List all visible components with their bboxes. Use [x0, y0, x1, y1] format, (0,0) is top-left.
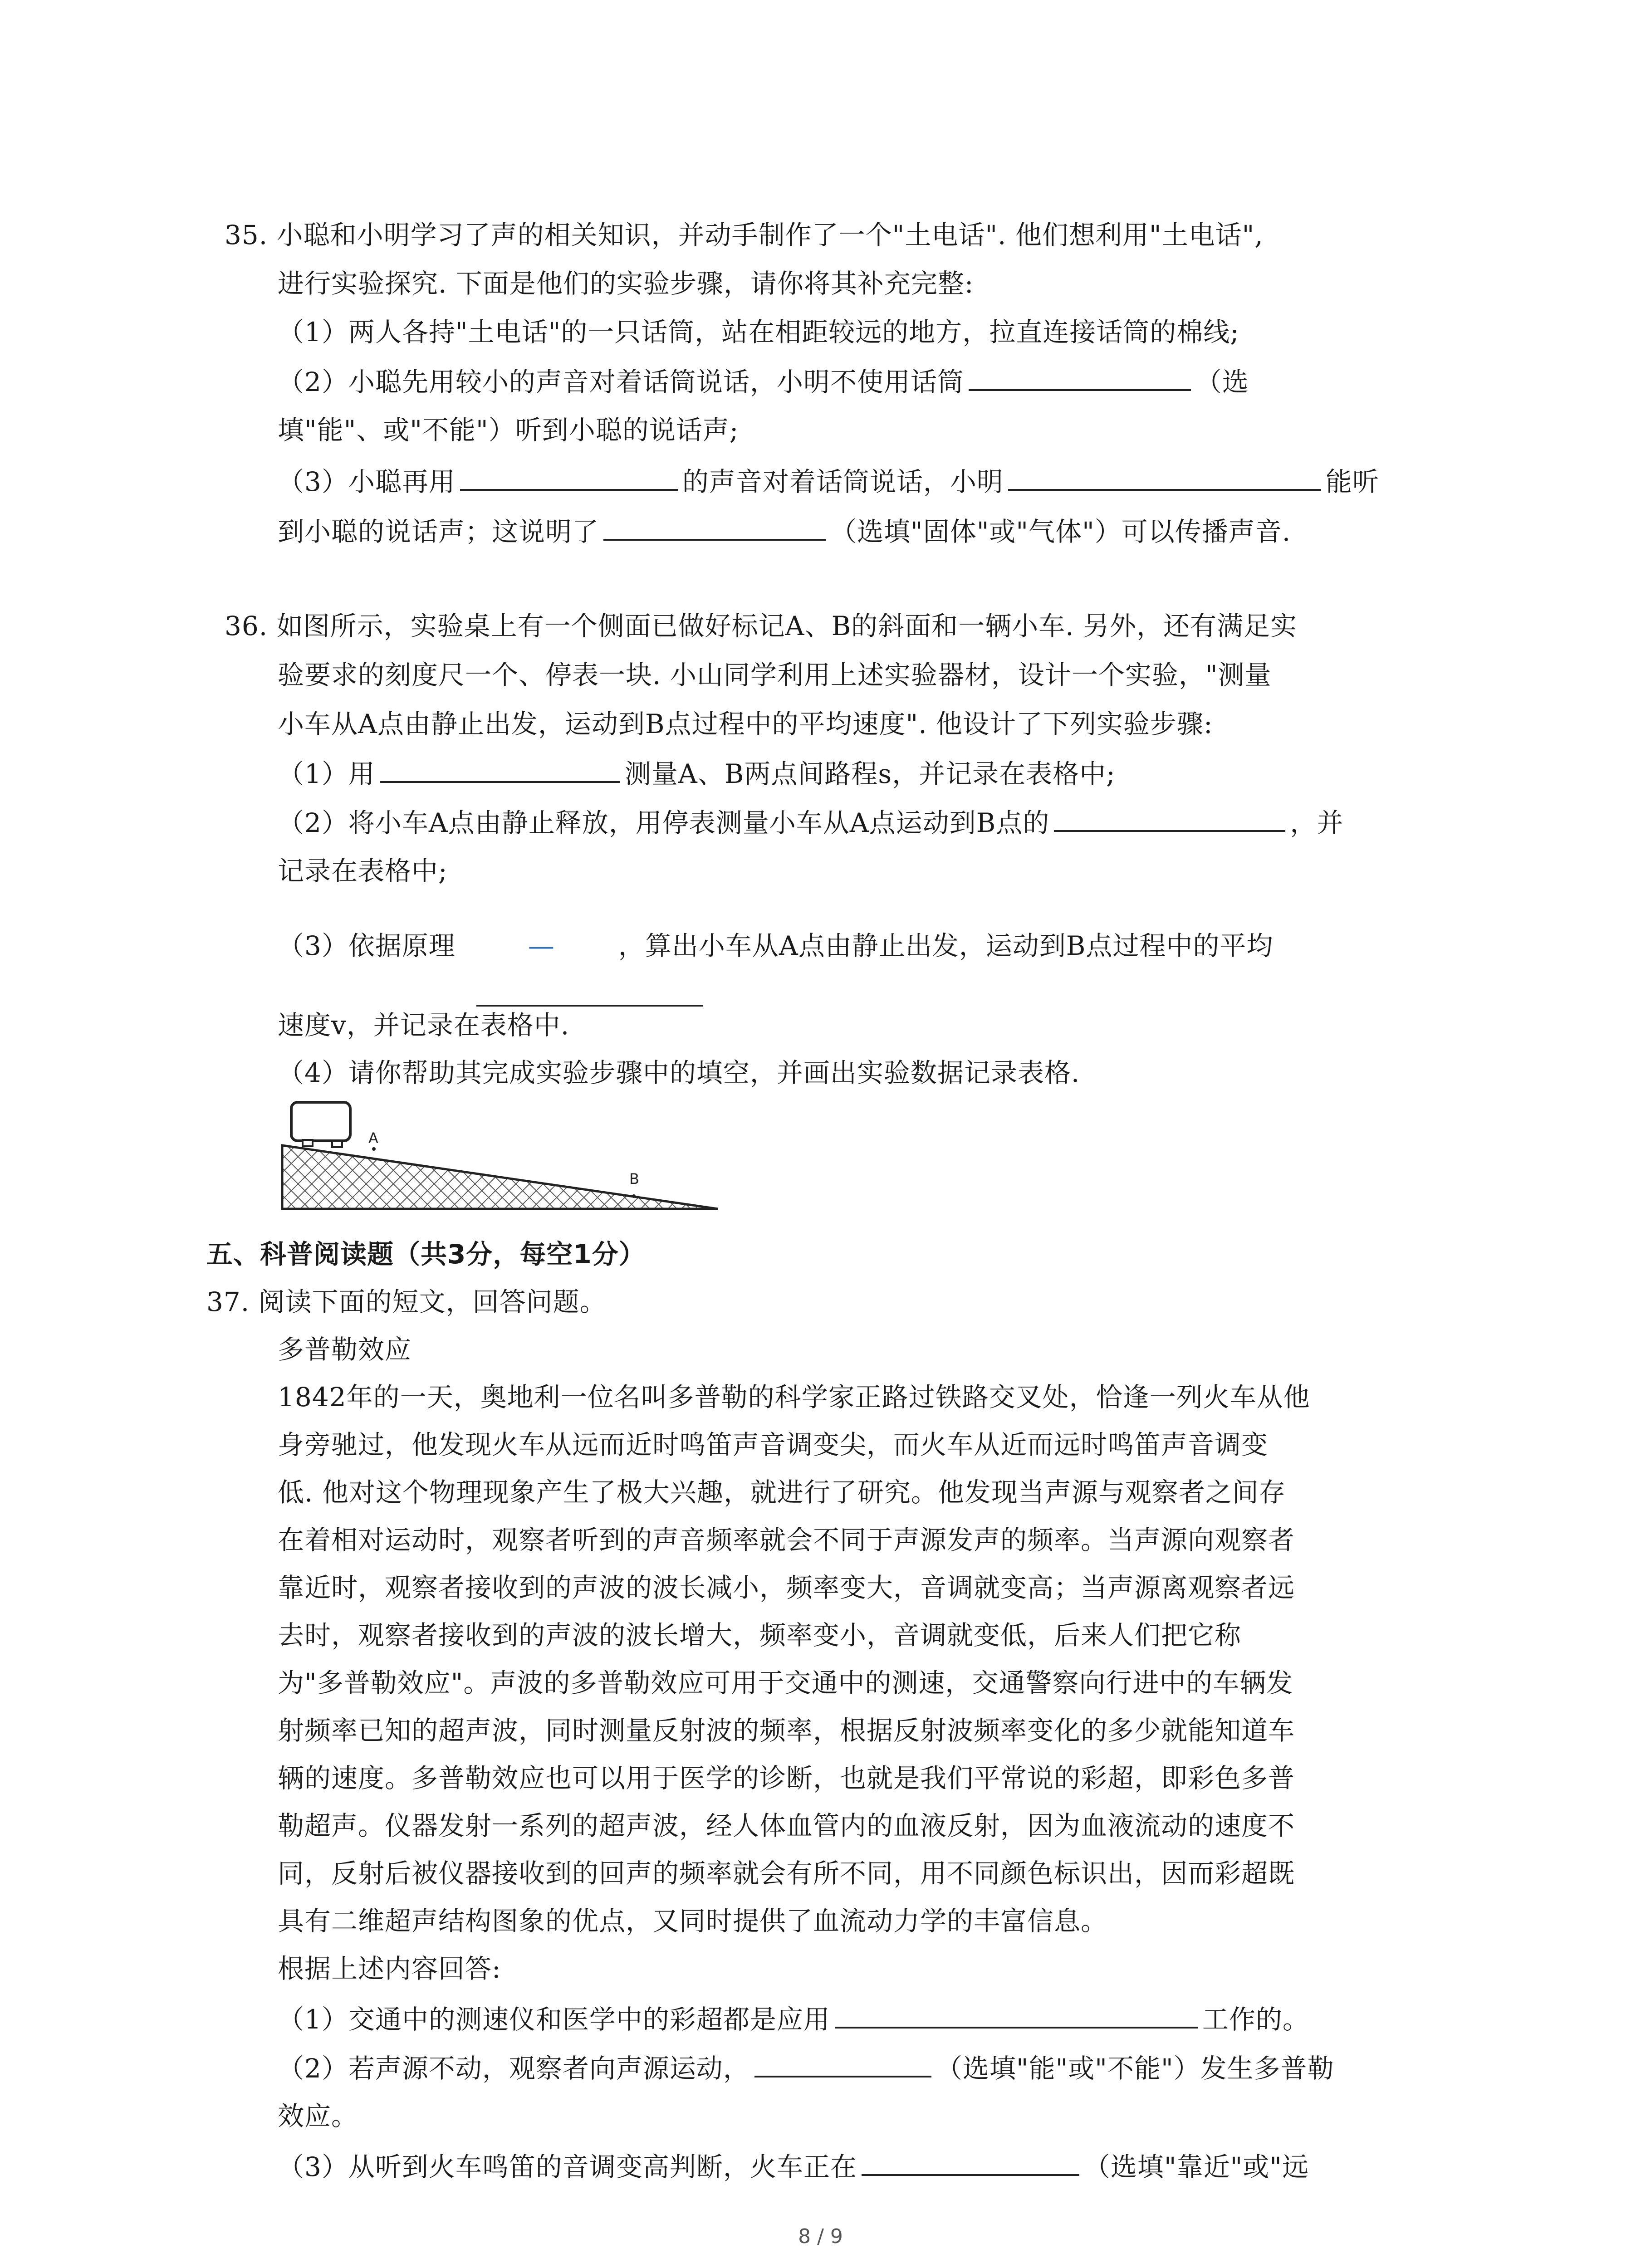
q37-line-1: 37. 阅读下面的短文，回答问题。: [206, 1286, 607, 1317]
q35-line-2: 进行实验探究. 下面是他们的实验步骤，请你将其补充完整:: [278, 268, 974, 299]
q36-line-4: （1）用 测量A、B两点间路程s，并记录在表格中;: [278, 755, 1116, 792]
q35-line-7: 到小聪的说话声；这说明了 （选填"固体"或"气体"）可以传播声音.: [278, 513, 1291, 550]
q35-line-5: 填"能"、或"不能"）听到小聪的说话声;: [278, 415, 739, 445]
q37-para-8: 射频率已知的超声波，同时测量反射波的频率，根据反射波频率变化的多少就能知道车: [278, 1715, 1295, 1746]
answer-blank[interactable]: [1054, 804, 1285, 832]
q35-line-1: 35. 小聪和小明学习了声的相关知识，并动手制作了一个"土电话". 他们想利用"土电话",: [225, 220, 1264, 250]
answer-blank[interactable]: [460, 463, 678, 491]
q35-line-3: （1）两人各持"土电话"的一只话筒，站在相距较远的地方，拉直连接话筒的棉线;: [278, 317, 1239, 347]
incline-wedge: [282, 1145, 718, 1209]
q37-para-13: 根据上述内容回答:: [278, 1953, 501, 1984]
page-number: 8 / 9: [798, 2225, 843, 2248]
q37-answer-3: （3）从听到火车鸣笛的音调变高判断，火车正在 （选填"靠近"或"远: [278, 2148, 1309, 2185]
point-b-mark: [632, 1194, 636, 1198]
q36-line-7: （3）依据原理 — ，算出小车从A点由静止出发，运动到B点过程中的平均: [278, 930, 1274, 961]
q37-para-5: 靠近时，观察者接收到的声波的波长减小，频率变大，音调就变高；当声源离观察者远: [278, 1572, 1295, 1603]
cart-wheel: [332, 1141, 342, 1147]
q37-para-2: 身旁驰过，他发现火车从远而近时鸣笛声音调变尖，而火车从近而远时鸣笛声音调变: [278, 1429, 1269, 1460]
q36-line-9: （4）请你帮助其完成实验步骤中的填空，并画出实验数据记录表格.: [278, 1057, 1080, 1088]
q36-line-2: 验要求的刻度尺一个、停表一块. 小山同学利用上述实验器材，设计一个实验，"测量: [278, 660, 1272, 690]
q37-para-10: 勒超声。仪器发射一系列的超声波，经人体血管内的血液反射，因为血液流动的速度不: [278, 1810, 1295, 1841]
q36-line-5: （2）将小车A点由静止释放，用停表测量小车从A点运动到B点的 ，并: [278, 804, 1343, 841]
q37-para-9: 辆的速度。多普勒效应也可以用于医学的诊断，也就是我们平常说的彩超，即彩色多普: [278, 1763, 1295, 1794]
answer-blank[interactable]: [603, 513, 826, 541]
q37-title: 多普勒效应: [278, 1334, 412, 1365]
cart-body: [291, 1102, 350, 1141]
fraction-dash: —: [528, 930, 555, 961]
section-5-heading: 五、科普阅读题（共3分，每空1分）: [206, 1239, 646, 1270]
q36-line-6: 记录在表格中;: [278, 855, 448, 886]
q36-line-8: 速度v，并记录在表格中.: [278, 1010, 570, 1041]
q37-para-4: 在着相对运动时，观察者听到的声音频率就会不同于声源发声的频率。当声源向观察者: [278, 1525, 1295, 1555]
q36-line-1: 36. 如图所示，实验桌上有一个侧面已做好标记A、B的斜面和一辆小车. 另外，还有满足实: [225, 611, 1298, 641]
answer-blank[interactable]: [835, 2000, 1198, 2028]
answer-blank[interactable]: [1008, 463, 1321, 491]
q37-para-1: 1842年的一天，奥地利一位名叫多普勒的科学家正路过铁路交叉处，恰逢一列火车从他: [278, 1382, 1310, 1413]
answer-blank[interactable]: [754, 2049, 931, 2077]
q35-line-6: （3）小聪再用 的声音对着话筒说话，小明 能听: [278, 463, 1379, 500]
answer-blank[interactable]: [380, 755, 620, 783]
average-speed-answer-blank[interactable]: [476, 1005, 703, 1007]
answer-blank[interactable]: [862, 2148, 1079, 2176]
point-a-mark: [372, 1147, 376, 1151]
q37-answer-2: （2）若声源不动，观察者向声源运动， （选填"能"或"不能"）发生多普勒: [278, 2049, 1334, 2087]
q37-para-6: 去时，观察者接收到的声波的波长增大，频率变小，音调就变低，后来人们把它称: [278, 1620, 1242, 1651]
q36-line-3: 小车从A点由静止出发，运动到B点过程中的平均速度". 他设计了下列实验步骤:: [278, 709, 1213, 739]
q37-para-11: 同，反射后被仪器接收到的回声的频率就会有所不同，用不同颜色标识出，因而彩超既: [278, 1858, 1295, 1889]
answer-blank[interactable]: [969, 363, 1191, 391]
point-b-label: B: [629, 1170, 639, 1188]
incline-figure: [278, 1095, 727, 1213]
point-a-label: A: [368, 1129, 378, 1147]
q35-line-4: （2）小聪先用较小的声音对着话筒说话，小明不使用话筒 （选: [278, 363, 1249, 400]
q37-answer-1: （1）交通中的测速仪和医学中的彩超都是应用 工作的。: [278, 2000, 1309, 2038]
q37-para-12: 具有二维超声结构图象的优点，又同时提供了血流动力学的丰富信息。: [278, 1906, 1108, 1936]
q37-para-3: 低. 他对这个物理现象产生了极大兴趣，就进行了研究。他发现当声源与观察者之间存: [278, 1477, 1286, 1508]
q37-para-7: 为"多普勒效应"。声波的多普勒效应可用于交通中的测速，交通警察向行进中的车辆发: [278, 1667, 1293, 1698]
cart-wheel: [303, 1140, 313, 1146]
q37-answer-2-cont: 效应。: [278, 2101, 358, 2131]
